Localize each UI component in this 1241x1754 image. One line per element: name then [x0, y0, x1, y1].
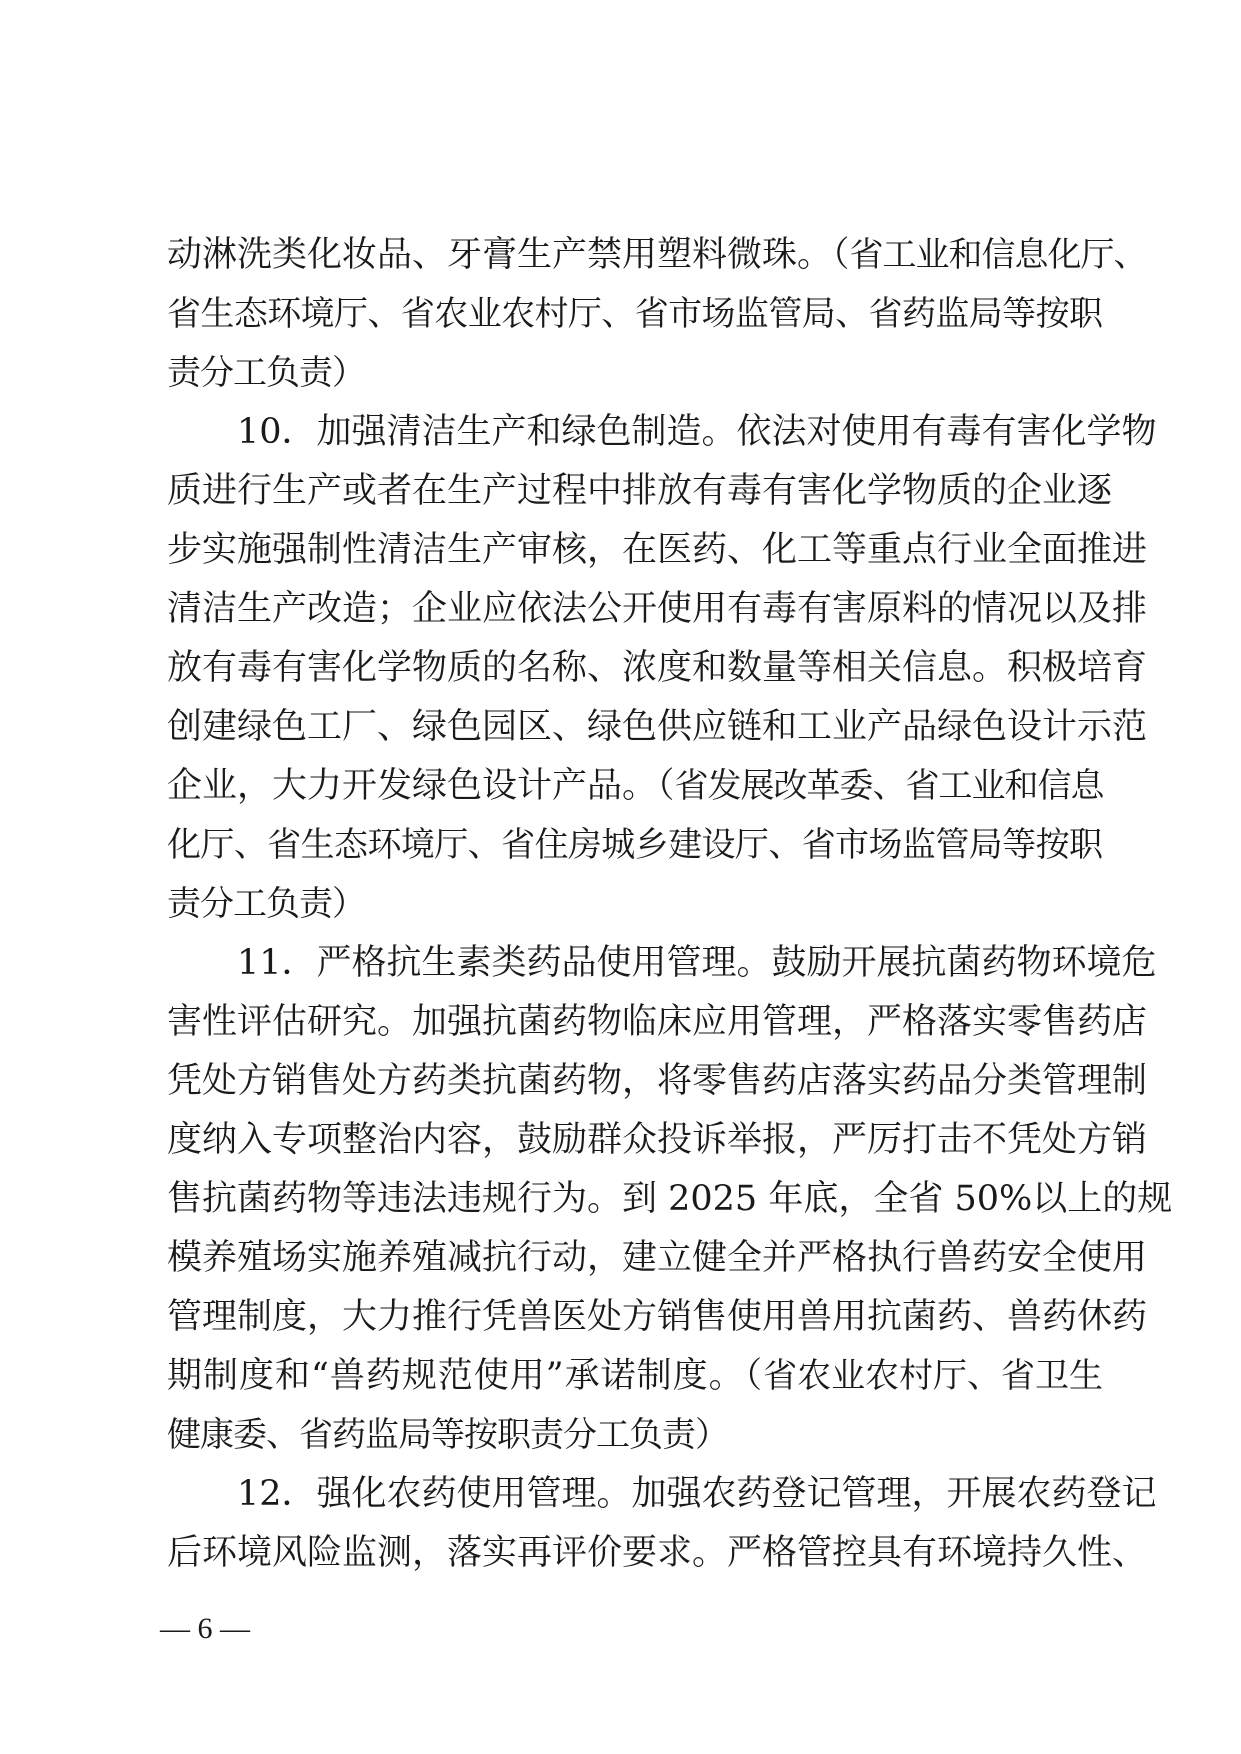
- body-text: 售抗菌药物等违法违规行为。到 2025 年底，全省 50%以上的规: [167, 1179, 1173, 1219]
- text-line: [167, 292, 1102, 336]
- text-line: [167, 1177, 1173, 1221]
- body-text: 清洁生产改造；企业应依法公开使用有毒有害原料的情况以及排: [167, 589, 1148, 629]
- text-line: [167, 469, 1113, 513]
- body-text: 期制度和“兽药规范使用”承诺制度。（: [167, 1356, 764, 1396]
- text-line: [167, 882, 1102, 926]
- responsibility-text: 责分工负责）: [167, 884, 365, 924]
- text-line: [167, 1059, 1148, 1103]
- text-line: [167, 1000, 1148, 1044]
- body-text: 度纳入专项整治内容，鼓励群众投诉举报，严厉打击不凭处方销: [167, 1120, 1148, 1160]
- body-text: 创建绿色工厂、绿色园区、绿色供应链和工业产品绿色设计示范: [167, 707, 1148, 747]
- text-line: [167, 587, 1148, 631]
- text-line: [167, 823, 1102, 867]
- body-text: 凭处方销售处方药类抗菌药物，将零售药店落实药品分类管理制: [167, 1061, 1148, 1101]
- responsibility-text: 省农业农村厅、省卫生: [763, 1356, 1102, 1396]
- page-number: — 6 —: [160, 1612, 250, 1645]
- text-line: [237, 410, 1157, 454]
- responsibility-text: 省生态环境厅、省农业农村厅、省市场监管局、省药监局等按职: [167, 294, 1102, 334]
- body-text: 放有毒有害化学物质的名称、浓度和数量等相关信息。积极培育: [167, 648, 1148, 688]
- text-line: [167, 1531, 1148, 1575]
- text-line: [237, 1472, 1157, 1516]
- text-line: [167, 1354, 1102, 1398]
- text-line: [167, 705, 1148, 749]
- responsibility-text: 健康委、省药监局等按职责分工负责）: [167, 1415, 728, 1455]
- text-line: [167, 646, 1148, 690]
- text-line: [167, 351, 1102, 395]
- body-text: 质进行生产或者在生产过程中排放有毒有害化学物质的企业逐: [167, 471, 1113, 511]
- text-line: [167, 764, 1102, 808]
- text-line: [167, 528, 1148, 572]
- text-line: [167, 1118, 1148, 1162]
- text-line: [167, 1413, 1102, 1457]
- text-line: [237, 941, 1157, 985]
- body-text: 模养殖场实施养殖减抗行动，建立健全并严格执行兽药安全使用: [167, 1238, 1148, 1278]
- responsibility-text: 省发展改革委、省工业和信息: [674, 766, 1104, 806]
- body-text: 10．加强清洁生产和绿色制造。依法对使用有毒有害化学物: [237, 412, 1157, 452]
- body-text: 12．强化农药使用管理。加强农药登记管理，开展农药登记: [237, 1474, 1157, 1514]
- body-text: 11．严格抗生素类药品使用管理。鼓励开展抗菌药物环境危: [237, 943, 1157, 983]
- text-line: [167, 1295, 1148, 1339]
- body-text: 后环境风险监测，落实再评价要求。严格管控具有环境持久性、: [167, 1533, 1148, 1573]
- text-line: [167, 1236, 1148, 1280]
- body-text: 步实施强制性清洁生产审核，在医药、化工等重点行业全面推进: [167, 530, 1148, 570]
- responsibility-text: 化厅、省生态环境厅、省住房城乡建设厅、省市场监管局等按职: [167, 825, 1102, 865]
- body-text: 企业，大力开发绿色设计产品。（: [167, 766, 675, 806]
- responsibility-text: 责分工负责）: [167, 353, 365, 393]
- body-text: 动淋洗类化妆品、牙膏生产禁用塑料微珠。（: [167, 235, 850, 275]
- text-line: [167, 233, 1147, 277]
- body-text: 害性评估研究。加强抗菌药物临床应用管理，严格落实零售药店: [167, 1002, 1148, 1042]
- responsibility-text: 省工业和信息化厅、: [849, 235, 1147, 275]
- body-text: 管理制度，大力推行凭兽医处方销售使用兽用抗菌药、兽药休药: [167, 1297, 1148, 1337]
